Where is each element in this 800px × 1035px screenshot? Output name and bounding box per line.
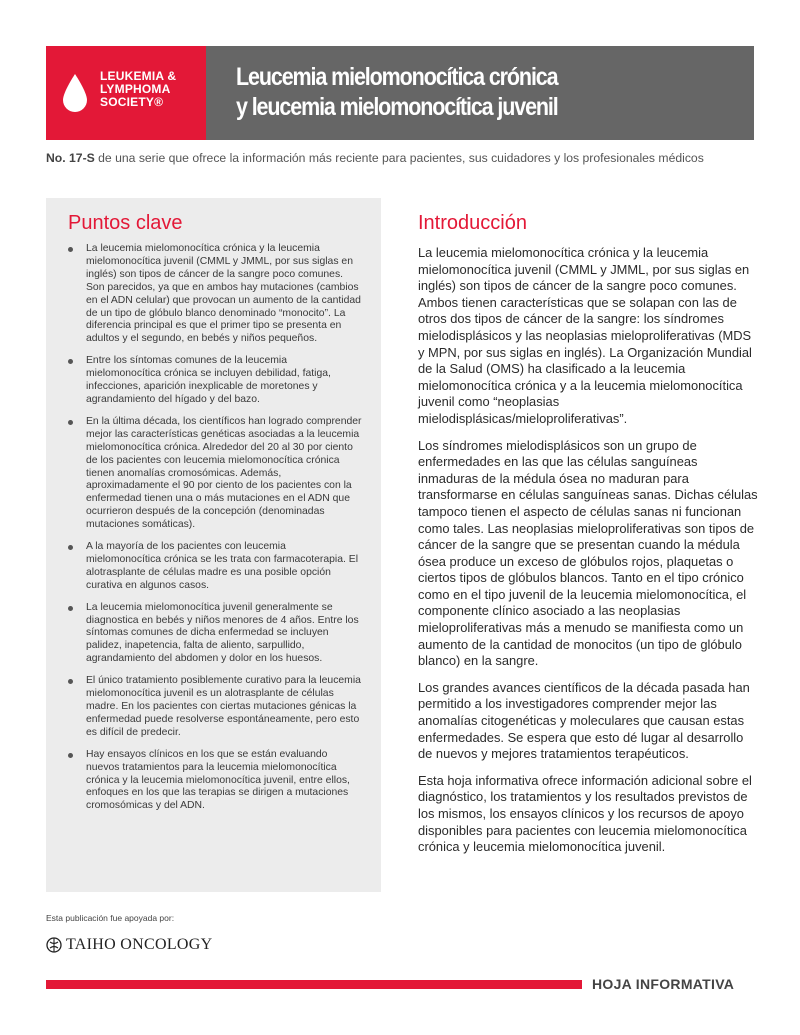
lls-logo: [46, 46, 206, 140]
taiho-emblem-icon: [46, 935, 62, 955]
key-points-panel: [46, 198, 381, 892]
key-point-item: Entre los síntomas comunes de la leucemia mielomonocítica crónica se incluyen debilidad, fatiga, infecciones, aparición inexplicable de moretones y agrandamiento del hígado y del bazo.: [68, 355, 363, 407]
introduction-section: [418, 212, 758, 866]
key-point-item: En la última década, los científicos han logrado comprender mejor las características genéticas asociadas a la leucemia mielomonocítica crónica. Alrededor del 20 al 30 por ciento de los pacientes con leucemia mielomonocítica crónica tienen anomalías cromosómicas. Además, aproximadamente el 90 por ciento de los pacientes con la enfermedad tienen una o más mutaciones en el ADN que ocurrieron después de la concepción (denominadas mutaciones somáticas).: [68, 416, 363, 532]
key-point-item: La leucemia mielomonocítica crónica y la leucemia mielomonocítica juvenil (CMML y JMML, por sus siglas en inglés) son tipos de cáncer de la sangre poco comunes. Son parecidos, ya que en ambos hay mutaciones (cambios en el ADN celular) que provocan un aumento de la cantidad de un tipo de glóbulo blanco denominado “monocito”. La diferencia principal es que el primer tipo se presenta en adultos y el segundo, en bebés y niños pequeños.: [68, 243, 363, 346]
intro-paragraph: La leucemia mielomonocítica crónica y la leucemia mielomonocítica juvenil (CMML y JMML, por sus siglas en inglés) son tipos de cáncer de la sangre poco comunes. Ambos tienen características que se solapan con las de otros dos tipos de cáncer de la sangre: los síndromes mielodisplásicos y las neoplasias mieloproliferativas (MDS y MPN, por sus siglas en inglés). La Organización Mundial de la Salud (OMS) ha clasificado a la leucemia mielomonocítica crónica y a la leucemia mielomonocítica juvenil como “neoplasias mielodisplásicas/mieloproliferativas”.: [418, 245, 752, 426]
introduction-title: Introducción: [418, 212, 527, 234]
intro-paragraph: Los grandes avances científicos de la década pasada han permitido a los investigadores comprender mejor las anomalías citogenéticas y moleculares que causan estas enfermedades. Se espera que esto dé lugar al desarrollo de nuevos y mejores tratamientos terapéuticos.: [418, 679, 750, 762]
key-point-item: La leucemia mielomonocítica juvenil generalmente se diagnostica en bebés y niños menores de 4 años. Entre los síntomas comunes de dicha enfermedad se incluyen palidez, inapetencia, falta de aliento, sarpullido, agrandamiento del abdomen y dolor en los huesos.: [68, 602, 363, 667]
series-text: de una serie que ofrece la información más reciente para pacientes, sus cuidadores y los profesionales médicos: [94, 151, 704, 165]
series-info: [46, 151, 766, 165]
title-line: y leucemia mielomonocítica juvenil: [236, 93, 558, 121]
key-point-item: Hay ensayos clínicos en los que se están evaluando nuevos tratamientos para la leucemia mielomonocítica crónica y la leucemia mielomonocítica juvenil, entre ellos, enfoques en los que las terapias se dirigen a mutaciones cromosómicas y del ADN.: [68, 749, 363, 814]
sponsor-logo: [46, 935, 212, 955]
logo-line: LEUKEMIA &: [100, 69, 177, 83]
intro-paragraph: Esta hoja informativa ofrece información adicional sobre el diagnóstico, los tratamientos y los resultados previstos de los mismos, los ensayos clínicos y los recursos de apoyo disponibles para pacientes con leucemia mielomonocítica crónica y leucemia mielomonocítica juvenil.: [418, 772, 752, 855]
page-title: [206, 46, 754, 140]
blood-drop-icon: [60, 72, 90, 114]
title-line: Leucemia mielomonocítica crónica: [236, 63, 558, 91]
sponsor-name: TAIHO ONCOLOGY: [66, 936, 213, 953]
logo-text: [100, 70, 204, 109]
footer-bar: [46, 980, 582, 989]
key-points-list: [68, 243, 363, 813]
key-points-title: Puntos clave: [68, 212, 183, 234]
footer-label: HOJA INFORMATIVA: [592, 976, 735, 992]
series-number: No. 17-S: [46, 151, 95, 165]
support-text: Esta publicación fue apoyada por:: [46, 913, 175, 923]
key-point-item: El único tratamiento posiblemente curativo para la leucemia mielomonocítica juvenil es un alotrasplante de células madre. En los pacientes con ciertas mutaciones génicas la enfermedad puede resolverse espontáneamente, pero esto es difícil de predecir.: [68, 675, 363, 740]
logo-line: LYMPHOMA: [100, 82, 171, 96]
logo-line: SOCIETY®: [100, 95, 164, 109]
intro-paragraph: Los síndromes mielodisplásicos son un grupo de enfermedades en las que las células sanguíneas inmaduras de la médula ósea no maduran para transformarse en células sanguíneas sanas. Dichas células tampoco tienen el aspecto de células sanas ni funcionan como tales. Las neoplasias mieloproliferativas son tipos de cáncer de la sangre que se presentan cuando la médula ósea produce un exceso de glóbulos rojos, plaquetas o ciertos tipos de glóbulos blancos. Tanto en el tipo crónico como en el tipo juvenil de la leucemia mielomonocítica, el componente clínico asociado a las neoplasias mieloproliferativas más a menudo se manifiesta como un aumento de la cantidad de monocitos (un tipo de glóbulo blanco) en la sangre.: [418, 437, 758, 669]
key-point-item: A la mayoría de los pacientes con leucemia mielomonocítica crónica se les trata con farmacoterapia. El alotrasplante de células madre es una posible opción curativa en algunos casos.: [68, 541, 363, 593]
